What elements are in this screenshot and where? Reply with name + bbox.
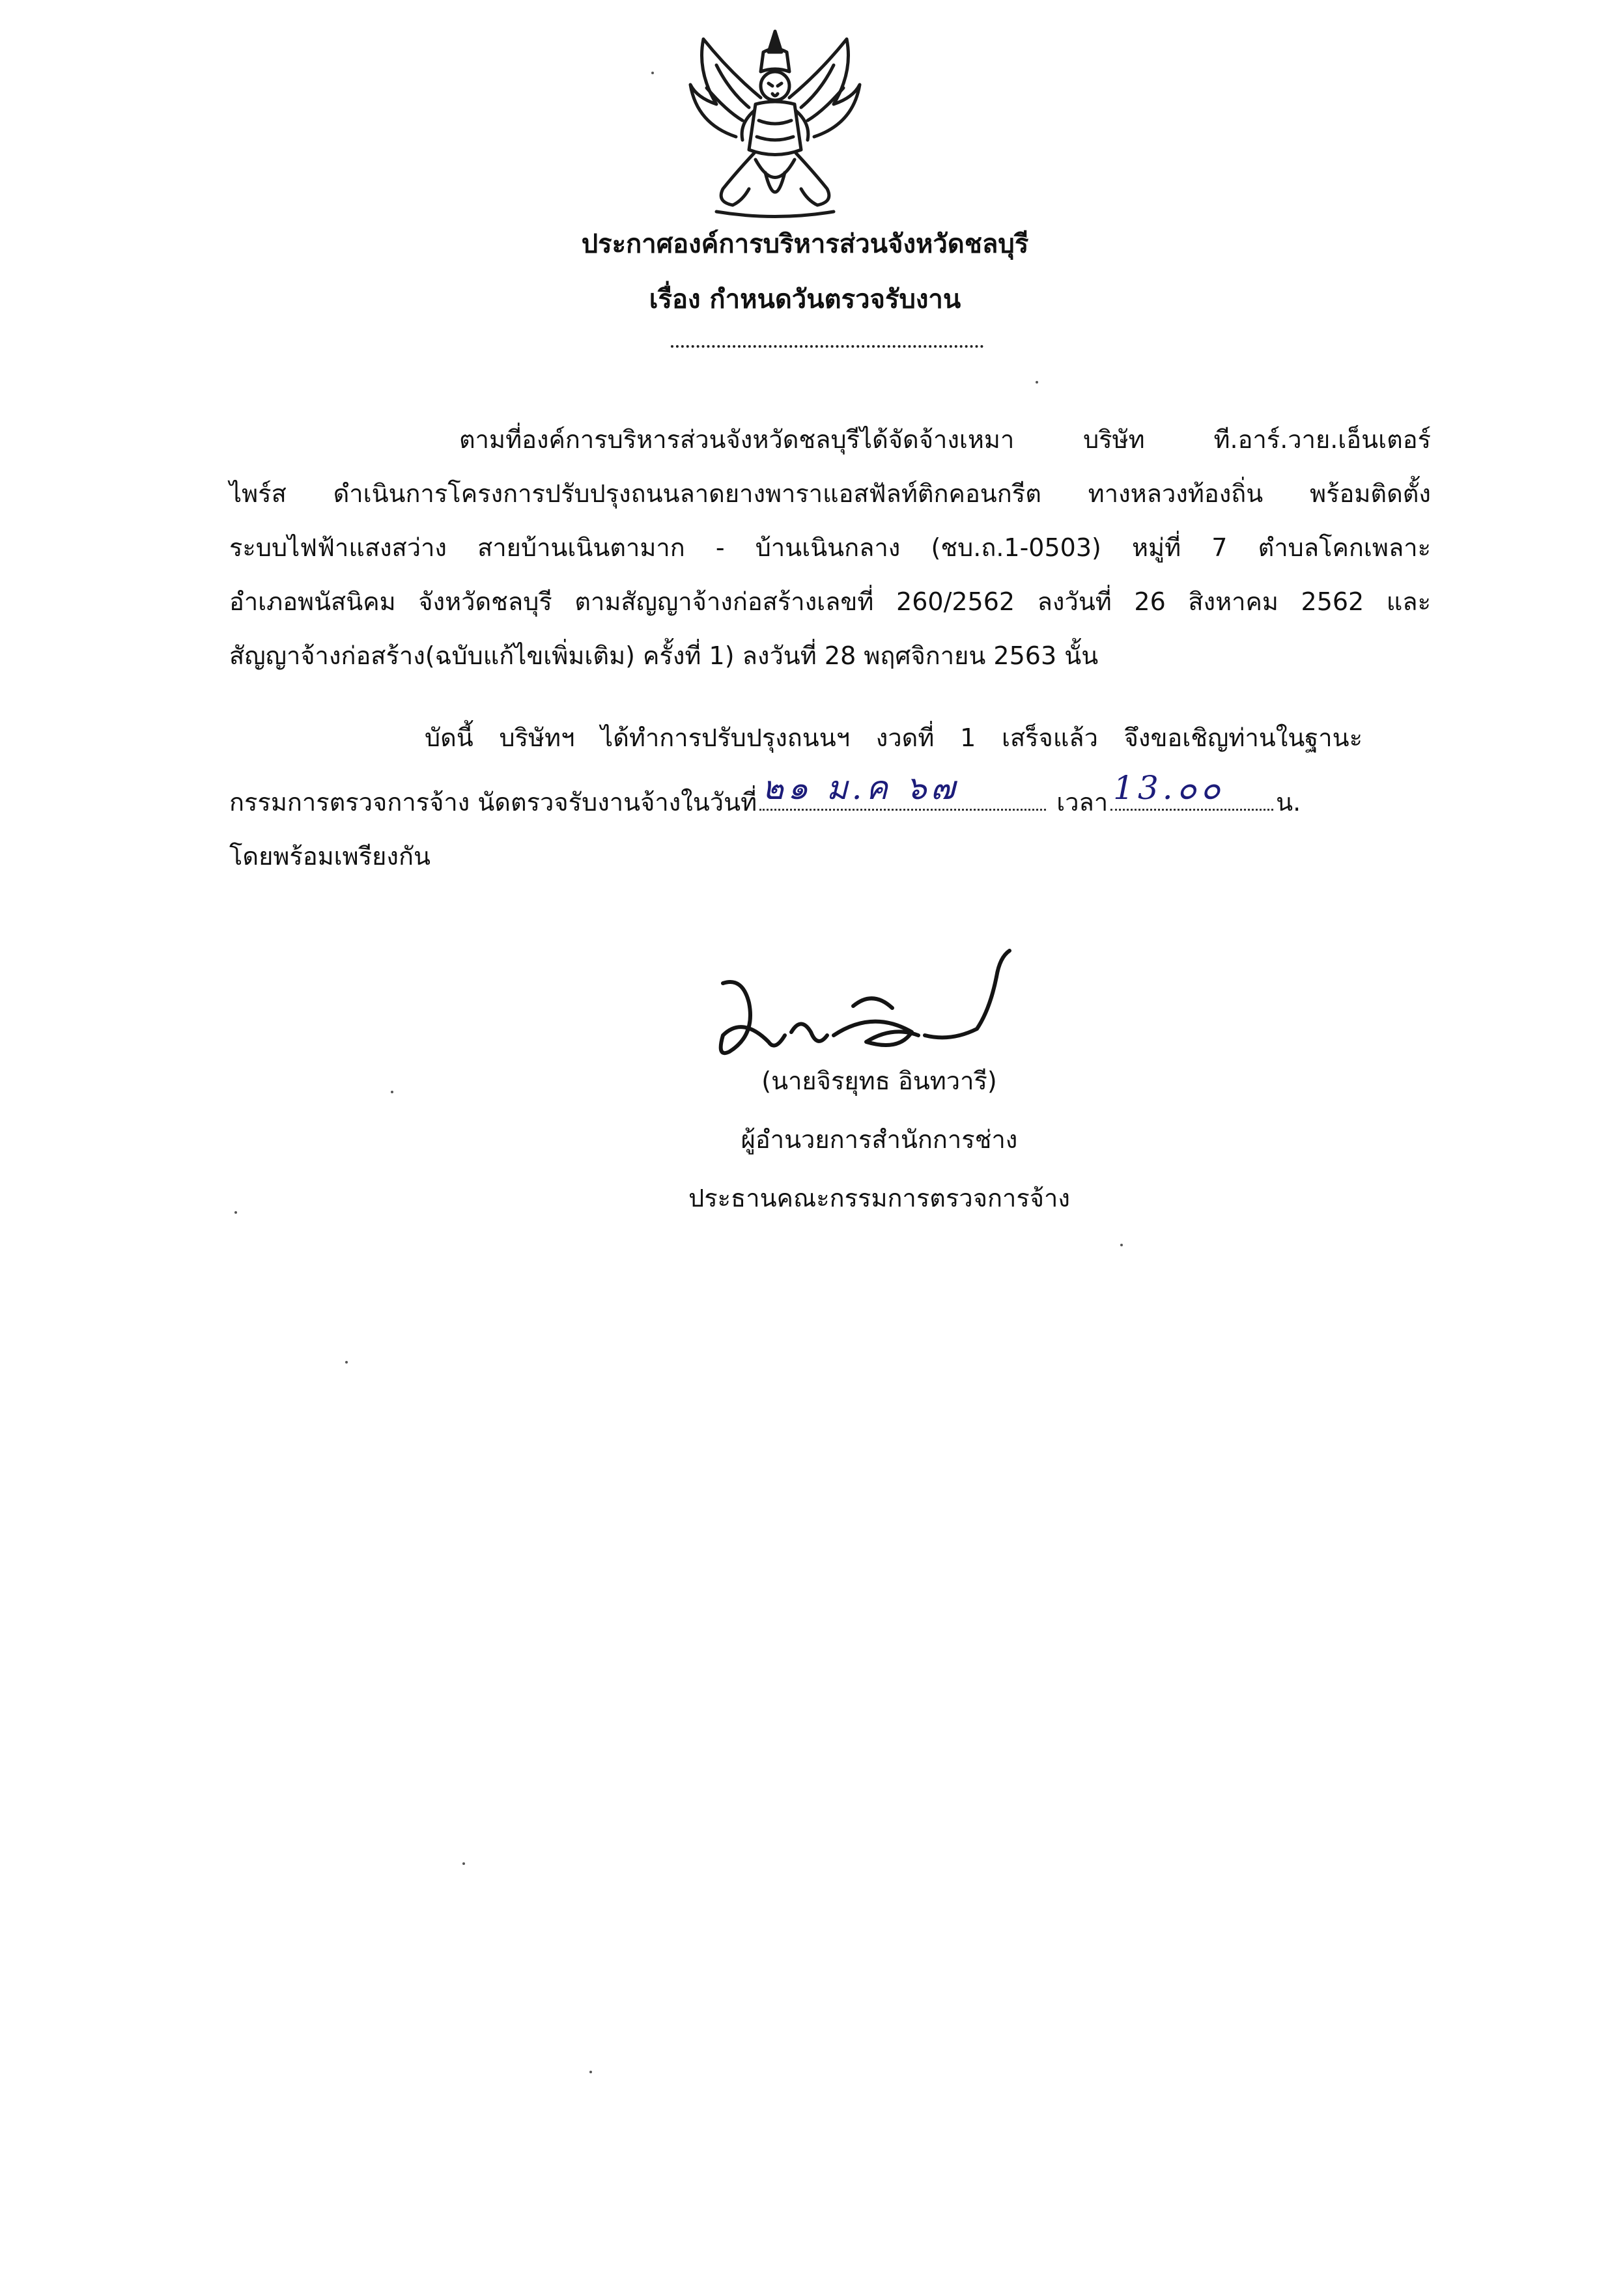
paragraph-2-line-1: บัดนี้ บริษัทฯ ได้ทำการปรับปรุงถนนฯ งวดที่ 1 เสร็จแล้ว จึงขอเชิญท่านในฐานะ [425,723,1363,752]
announcement-subject: เรื่อง กำหนดวันตรวจรับงาน [649,285,961,315]
handwritten-signature [703,938,1029,1068]
paragraph-1-line-5: สัญญาจ้างก่อสร้าง(ฉบับแก้ไขเพิ่มเติม) ครั้งที่ 1) ลงวันที่ 28 พฤศจิกายน 2563 นั้น [229,641,1099,670]
announcement-title: ประกาศองค์การบริหารส่วนจังหวัดชลบุรี [581,229,1029,259]
scan-speck [391,1091,393,1093]
garuda-emblem-icon [677,26,873,228]
scan-speck [1120,1244,1123,1246]
paragraph-1-line-2: ไพร์ส ดำเนินการโครงการปรับปรุงถนนลาดยางพาราแอสฟัลท์ติกคอนกรีต ทางหลวงท้องถิ่น พร้อมติดตั้ง [229,479,1431,508]
title-separator [671,345,983,348]
signatory-name: (นายจิรยุทธ อินทวารี) [761,1067,997,1095]
time-fill-line [1110,769,1273,811]
appointment-prefix: กรรมการตรวจการจ้าง นัดตรวจรับงานจ้างในวันที่ [229,788,757,817]
paragraph-1-line-3: ระบบไฟฟ้าแสงสว่าง สายบ้านเนินตามาก - บ้านเนินกลาง (ชบ.ถ.1-0503) หมู่ที่ 7 ตำบลโคกเพลาะ [229,533,1431,562]
paragraph-1-line-4: อำเภอพนัสนิคม จังหวัดชลบุรี ตามสัญญาจ้างก่อสร้างเลขที่ 260/2562 ลงวันที่ 26 สิงหาคม 2562 และ [229,587,1431,616]
scan-speck [589,2071,592,2073]
scan-speck [345,1361,348,1364]
paragraph-2-line-3: โดยพร้อมเพรียงกัน [229,842,431,871]
scan-speck [651,72,654,74]
handwritten-date: ๒๑ ม.ค ๖๗ [762,769,959,807]
scan-speck [234,1211,237,1214]
paragraph-1-line-1: ตามที่องค์การบริหารส่วนจังหวัดชลบุรีได้จัดจ้างเหมา บริษัท ที.อาร์.วาย.เอ็นเตอร์ [459,425,1431,454]
scan-speck [462,1862,465,1865]
signatory-position: ผู้อำนวยการสำนักการช่าง [741,1125,1018,1154]
time-suffix: น. [1276,788,1301,817]
paragraph-2-line-2 [229,769,1301,822]
time-label: เวลา [1056,788,1109,817]
date-fill-line [759,769,1046,811]
handwritten-time: 13.๐๐ [1113,769,1224,807]
signatory-role: ประธานคณะกรรมการตรวจการจ้าง [688,1184,1070,1212]
scan-speck [1036,381,1038,384]
